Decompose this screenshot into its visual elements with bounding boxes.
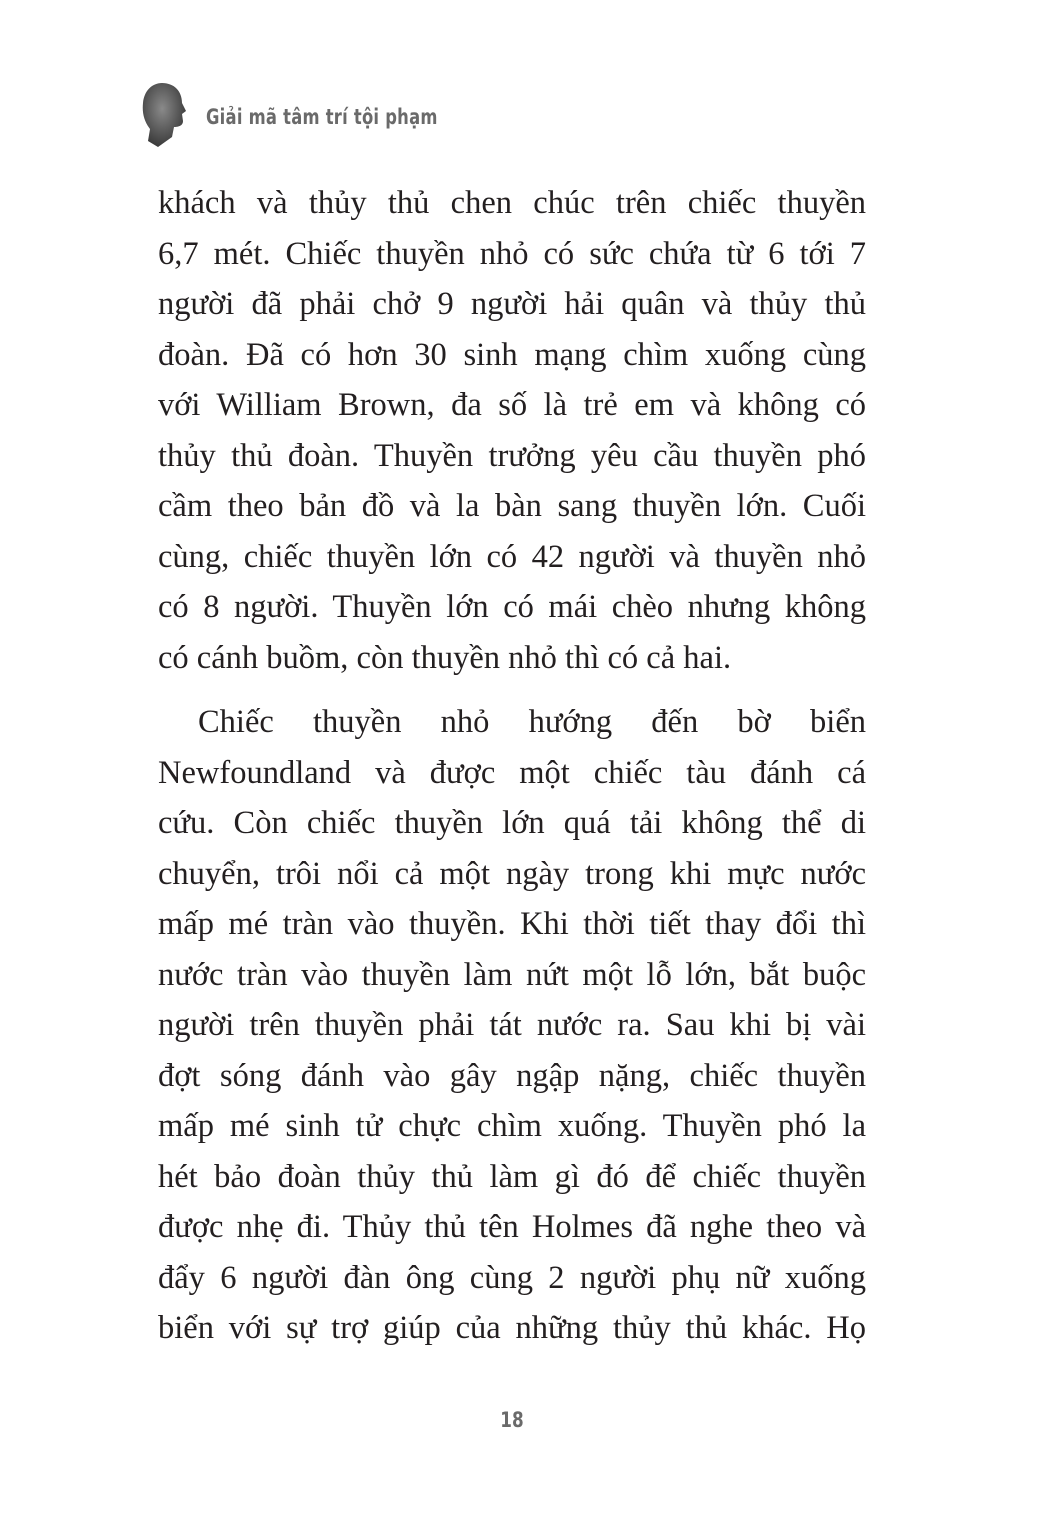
paragraph <box>158 178 866 683</box>
text-line: cứu. Còn chiếc thuyền lớn quá tải không thể di <box>158 805 866 841</box>
page-number: 18 <box>500 1408 524 1432</box>
text-line: Chiếc thuyền nhỏ hướng đến bờ biển <box>198 704 866 740</box>
text-line: biển với sự trợ giúp của những thủy thủ khác. Họ <box>158 1310 866 1346</box>
text-line: cùng, chiếc thuyền lớn có 42 người và thuyền nhỏ <box>158 538 866 575</box>
paragraph <box>158 697 866 1354</box>
text-line: cầm theo bản đồ và la bàn sang thuyền lớn. Cuối <box>158 488 866 524</box>
text-line: thủy thủ đoàn. Thuyền trưởng yêu cầu thuyền phó <box>158 437 866 474</box>
text-line: nước tràn vào thuyền làm nứt một lỗ lớn, bắt buộc <box>158 956 866 993</box>
text-line: người trên thuyền phải tát nước ra. Sau khi bị vài <box>158 1007 866 1043</box>
text-line: có 8 người. Thuyền lớn có mái chèo nhưng không <box>158 589 866 625</box>
text-line: mấp mé tràn vào thuyền. Khi thời tiết thay đổi thì <box>158 906 866 942</box>
text-line: có cánh buồm, còn thuyền nhỏ thì có cả hai. <box>158 639 732 676</box>
text-line: đẩy 6 người đàn ông cùng 2 người phụ nữ xuống <box>158 1259 866 1296</box>
text-line: khách và thủy thủ chen chúc trên chiếc thuyền <box>158 185 866 221</box>
running-header <box>140 80 503 150</box>
text-line: đoàn. Đã có hơn 30 sinh mạng chìm xuống cùng <box>158 336 866 373</box>
text-line: đợt sóng đánh vào gây ngập nặng, chiếc thuyền <box>158 1057 866 1094</box>
text-line: Newfoundland và được một chiếc tàu đánh cá <box>158 754 866 791</box>
text-line: với William Brown, đa số là trẻ em và không có <box>158 387 866 423</box>
text-line: 6,7 mét. Chiếc thuyền nhỏ có sức chứa từ 6 tới 7 <box>158 235 866 272</box>
body-text <box>158 178 866 1354</box>
text-line: người đã phải chở 9 người hải quân và thủy thủ <box>158 286 866 322</box>
book-title: Giải mã tâm trí tội phạm <box>206 105 438 129</box>
text-line: được nhẹ đi. Thủy thủ tên Holmes đã nghe theo và <box>158 1209 866 1245</box>
human-head-silhouette-icon <box>140 81 188 149</box>
text-line: chuyển, trôi nổi cả một ngày trong khi mực nước <box>158 855 866 892</box>
text-line: hét bảo đoàn thủy thủ làm gì đó để chiếc thuyền <box>158 1158 866 1195</box>
text-line: mấp mé sinh tử chực chìm xuống. Thuyền phó la <box>158 1108 866 1144</box>
